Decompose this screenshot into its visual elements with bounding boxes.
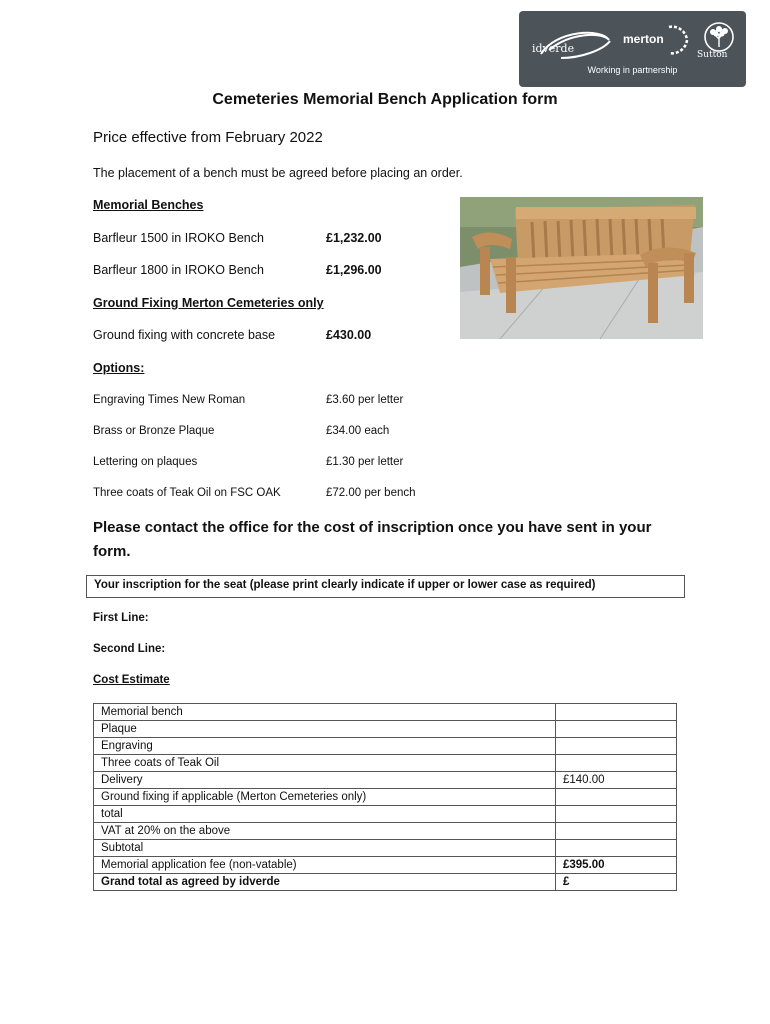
cost-label: Ground fixing if applicable (Merton Cemeteries only) — [94, 789, 556, 806]
table-row — [94, 806, 677, 823]
option-item-name: Engraving Times New Roman — [93, 394, 246, 406]
table-row — [94, 772, 677, 789]
option-item-name: Brass or Bronze Plaque — [93, 425, 215, 437]
table-row — [94, 840, 677, 857]
cost-label: Memorial application fee (non-vatable) — [94, 857, 556, 874]
first-line-label: First Line: — [93, 612, 149, 624]
table-row — [94, 857, 677, 874]
option-item-price: £34.00 each — [326, 425, 390, 437]
cost-label: Delivery — [94, 772, 556, 789]
partnership-logo-banner — [519, 11, 746, 87]
table-row — [94, 789, 677, 806]
table-row — [94, 823, 677, 840]
option-item-name: Lettering on plaques — [93, 456, 198, 468]
options-heading: Options: — [93, 361, 145, 375]
bench-item-price: £1,232.00 — [326, 231, 382, 245]
cost-value[interactable]: £ — [556, 874, 677, 891]
cost-value[interactable] — [556, 840, 677, 857]
table-row — [94, 721, 677, 738]
cost-value[interactable] — [556, 704, 677, 721]
page-title: Cemeteries Memorial Bench Application form — [212, 91, 558, 108]
inscription-box[interactable]: Your inscription for the seat (please print clearly indicate if upper or lower case as required) — [86, 575, 685, 598]
second-line-label: Second Line: — [93, 643, 166, 655]
cost-label: Memorial bench — [94, 704, 556, 721]
table-row — [94, 755, 677, 772]
price-effective-text: Price effective from February 2022 — [93, 129, 323, 146]
ground-fixing-item-price: £430.00 — [326, 328, 372, 342]
cost-label: Engraving — [94, 738, 556, 755]
memorial-benches-heading: Memorial Benches — [93, 198, 204, 212]
cost-label: Grand total as agreed by idverde — [94, 874, 556, 891]
bench-item-price: £1,296.00 — [326, 263, 382, 277]
cost-estimate-table — [93, 703, 677, 891]
table-row — [94, 704, 677, 721]
table-row — [94, 738, 677, 755]
option-item-price: £3.60 per letter — [326, 394, 404, 406]
merton-dots-icon — [665, 23, 691, 57]
bench-item-name: Barfleur 1500 in IROKO Bench — [93, 231, 264, 245]
cost-value[interactable] — [556, 721, 677, 738]
merton-logo-text: merton — [623, 32, 664, 46]
idverde-logo-text: idverde — [532, 42, 575, 55]
bench-item-name: Barfleur 1800 in IROKO Bench — [93, 263, 264, 277]
contact-note: Please contact the office for the cost of inscription once you have sent in your form. — [93, 519, 652, 560]
cost-value[interactable] — [556, 823, 677, 840]
cost-label: total — [94, 806, 556, 823]
cost-value[interactable] — [556, 738, 677, 755]
sutton-logo-text: Sutton — [697, 50, 728, 60]
cost-label: VAT at 20% on the above — [94, 823, 556, 840]
cost-estimate-heading: Cost Estimate — [93, 674, 170, 686]
cost-label: Subtotal — [94, 840, 556, 857]
cost-value: £395.00 — [556, 857, 677, 874]
cost-value: £140.00 — [556, 772, 677, 789]
logo-tagline: Working in partnership — [587, 65, 678, 75]
cost-label: Three coats of Teak Oil — [94, 755, 556, 772]
cost-value[interactable] — [556, 755, 677, 772]
option-item-price: £1.30 per letter — [326, 456, 404, 468]
placement-note: The placement of a bench must be agreed before placing an order. — [93, 166, 463, 180]
ground-fixing-heading: Ground Fixing Merton Cemeteries only — [93, 296, 324, 310]
table-row — [94, 874, 677, 891]
ground-fixing-item-name: Ground fixing with concrete base — [93, 328, 276, 342]
cost-value[interactable] — [556, 789, 677, 806]
bench-photo — [460, 197, 703, 339]
option-item-price: £72.00 per bench — [326, 487, 416, 499]
cost-label: Plaque — [94, 721, 556, 738]
option-item-name: Three coats of Teak Oil on FSC OAK — [93, 487, 281, 499]
cost-value[interactable] — [556, 806, 677, 823]
